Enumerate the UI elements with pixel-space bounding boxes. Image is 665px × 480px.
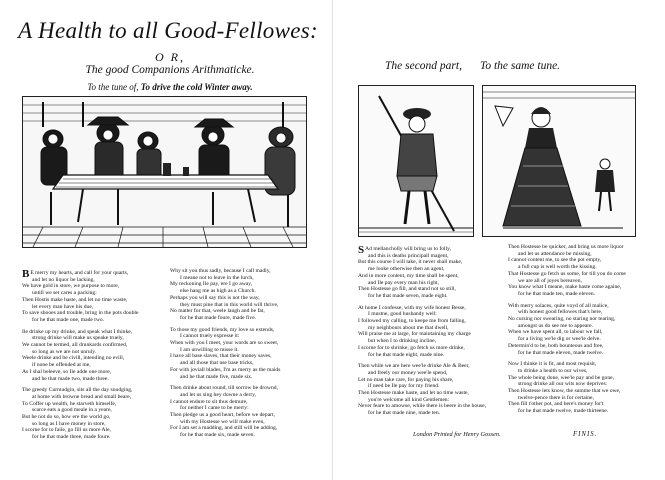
verse-line: I followed my calling, to keepe me from falling,	[358, 318, 466, 325]
stanza-6	[170, 385, 320, 439]
verse-line: we are all of joyes bereaven,	[518, 277, 582, 284]
verse-line: for he that made seven, made eight.	[368, 292, 448, 299]
verse-line: We have gold in store, we purpose to more,	[22, 283, 120, 290]
verse-line: but when I to drinking incline,	[368, 338, 437, 345]
verse-line: me looke otherwise then an agent,	[368, 266, 445, 273]
stanza-2	[22, 329, 172, 383]
second-part-tune: To the same tune.	[479, 60, 561, 72]
stanza-11	[508, 303, 658, 357]
verse-line: Ad mellancholly will bring us to folly,	[365, 246, 451, 252]
verse-line: and all those that use base tricks,	[180, 360, 254, 367]
verse-column-3	[358, 246, 508, 417]
verse-line: for he that made one, made two.	[32, 316, 105, 323]
verse-line: To those my good friends, my love so extends,	[170, 326, 275, 333]
verse-line: strong drinke will make us speake truely,	[32, 335, 124, 342]
verse-line: I scorne for to faile, go fill us more Ale,	[22, 427, 112, 434]
verse-line: for he that made eleven, made twelve.	[518, 349, 604, 356]
verse-line: We cannot be termed, all drunkards confirmed,	[22, 342, 128, 349]
ballad-subtitle: The good Companions Arithmaticke.	[85, 64, 255, 76]
verse-line: for he that made eight, made nine.	[368, 351, 445, 358]
verse-line: my neighbours about me that dwell,	[368, 324, 449, 331]
verse-line: for he that made nine, made ten.	[368, 410, 441, 417]
stanza-10	[508, 244, 658, 298]
finis-mark: FINIS.	[573, 431, 598, 438]
verse-line: You know what I meane, make haste come againe,	[508, 284, 622, 291]
tune-prefix: To the tune of,	[87, 82, 139, 92]
verse-line: for he that made foure, made five.	[180, 314, 257, 321]
stanza-1	[22, 270, 172, 324]
verse-line: for he that made ten, made eleven.	[518, 290, 596, 297]
verse-line: I cannot content me, to see the pot empty,	[508, 257, 602, 264]
verse-line: As I shal beleeve, so Ile adde one more,	[22, 368, 112, 375]
verse-line: To save shooes and trouble, bring in the pots double	[22, 310, 139, 317]
verse-line: The whole being done, wee'le pay and be gone,	[508, 374, 615, 381]
verse-line: But this course I will take, it never shall make,	[358, 259, 463, 266]
verse-line: Then while we are here wee'le drinke Ale & Beer,	[358, 363, 470, 370]
verse-line: But he not do so, how ere the world go,	[22, 414, 111, 421]
second-part-heading	[385, 60, 560, 72]
lady-woodcut	[482, 85, 636, 237]
verse-line: Then fill t'other pot, and here's money for't	[508, 401, 604, 408]
verse-line: twelve-pence there is for certaine,	[518, 394, 594, 401]
verse-line: Why sit you thus sadly, because I call madly,	[170, 268, 271, 274]
verse-line: for he that made twelve, made thirteene.	[518, 408, 609, 415]
printer-imprint: London Printed for Henry Gossen.	[413, 431, 501, 438]
verse-line: When with you I meet, your words are so sweet,	[170, 340, 279, 347]
verse-line: strong drinke all our wits now deprives:	[518, 381, 608, 388]
subtitle-or: O R,	[155, 50, 185, 64]
verse-line: No cursing nor swearing, no staring nor tearing,	[508, 316, 616, 323]
verse-line: for neither I came to be merry:	[180, 405, 249, 412]
stanza-5	[170, 327, 320, 381]
verse-line: And in more content, my time shall be spent,	[358, 272, 459, 279]
verse-line: To Coffer up wealth, he starveth himselfe,	[22, 400, 117, 407]
verse-line: Ile drinke up my drinke, and speak what I thinke,	[22, 328, 133, 335]
verse-line: so long as I have money in store,	[32, 420, 106, 427]
verse-line: for a living we'le dig or wee'le delve.	[518, 336, 601, 343]
verse-column-2	[170, 268, 320, 439]
verse-line: with my Hostesse we will make even,	[180, 418, 265, 425]
verse-line: Never feare to amowse, while there is beere in the house,	[358, 403, 486, 410]
verse-line: Then Hostesse go fill, and stand not so still,	[358, 286, 456, 293]
verse-line: at home with browne bread and small beare,	[32, 393, 132, 400]
verse-line: E merry my hearts, and call for your quarts,	[30, 270, 129, 276]
verse-line: and he that made five, made six.	[180, 373, 253, 380]
verse-line: and this is deaths principall magent,	[368, 252, 449, 259]
stanza-3	[22, 387, 172, 441]
verse-line: I cannot endure to sit thus demure,	[170, 398, 248, 405]
tune-line	[0, 82, 340, 92]
verse-line: and let no liquor be lacking,	[32, 276, 95, 283]
verse-line: No matter for that, weele laugh and be fat,	[170, 308, 265, 315]
drop-cap: S	[358, 244, 365, 256]
verse-line: and freely our money wee'le spend,	[368, 369, 448, 376]
verse-line: Will praise me at large, for maintaining my charge	[358, 331, 471, 338]
verse-line: I meane not to leave in the lurch,	[180, 274, 254, 281]
verse-column-1	[22, 270, 172, 441]
verse-line: I am unwilling to misse it.	[180, 346, 239, 353]
verse-line: and let us sing hey downe a derry,	[180, 391, 257, 398]
stanza-4	[170, 268, 320, 322]
verse-line: for he that made six, made seven.	[180, 432, 255, 439]
second-part-label: The second part,	[385, 60, 462, 72]
verse-line: Then pledge us a good heart, before we depart,	[170, 412, 275, 419]
verse-line: Then Hostis make haste, and let no time waste,	[22, 296, 128, 303]
stanza-9	[358, 363, 508, 417]
verse-line: That Hostesse go fetch us some, for till you do come	[508, 270, 626, 277]
verse-line: I scorne for to shrinke, go fetch us more drinke,	[358, 344, 465, 351]
verse-line: they must pine that in this world will thrive,	[180, 301, 279, 308]
verse-line: for he that made three, made foure.	[32, 434, 111, 441]
stanza-12	[508, 361, 658, 415]
ballad-title: A Health to all Good-Fellowes:	[18, 18, 318, 43]
verse-line: Then Hostesse lets know, the summe that we owe,	[508, 388, 621, 395]
stanza-8	[358, 305, 508, 359]
verse-line: I cannot truely expresse it:	[180, 333, 240, 340]
verse-line: Then drinke about round, till sorrow be drownd,	[170, 385, 278, 392]
tune-name: To drive the cold Winter away.	[140, 82, 253, 92]
verse-line: let every man have his due,	[32, 303, 94, 310]
verse-line: Now I thinke it is fit, and most requisit,	[508, 361, 597, 368]
verse-line: When we have spent all, to labour we fall,	[508, 329, 603, 336]
verse-line: untill we set cares a packing:	[32, 290, 97, 297]
soldier-woodcut	[358, 85, 474, 237]
verse-line: Then Hostesse make haste, and let no time waste,	[358, 390, 469, 397]
verse-line: For I am set a madding, and still will be adding,	[170, 425, 278, 432]
verse-line: if none be offended at me,	[32, 362, 91, 369]
verse-line: I mustne, good husbandy well:	[368, 311, 437, 318]
verse-line: and he that made two, made three.	[32, 375, 109, 382]
verse-line: Perhaps you will say this is not the way,	[170, 294, 260, 301]
stanza-7	[358, 246, 508, 300]
verse-column-4	[508, 244, 658, 415]
verse-line: Weele drinke and be civill, intending no evill,	[22, 355, 125, 362]
verse-line: scarce eats a good meale in a yeare,	[32, 407, 112, 414]
verse-line: With merry solaces, quite voyd of all malice,	[508, 302, 609, 309]
verse-line: if need be Ile pay for my friend.	[368, 383, 440, 390]
verse-line: so long as we are not unruly.	[32, 348, 97, 355]
verse-line: For with joviall blades, I'm as merry as the maids	[170, 366, 281, 373]
verse-line: My reckoning Ile pay, ere I go away,	[170, 281, 253, 288]
verse-line: and Ile pay every man his right,	[368, 279, 439, 286]
drop-cap: B	[22, 268, 30, 280]
verse-line: I have all base slaves, that their money saves,	[170, 353, 272, 360]
verse-line: to drinke a health to our wives,	[518, 367, 588, 374]
tavern-woodcut	[22, 96, 307, 248]
verse-line: Let no man take care, for paying his share,	[358, 376, 454, 383]
verse-line: The greedy Curmudgin, sits all the day snudging,	[22, 387, 133, 394]
verse-line: and let us attendance be missing,	[518, 250, 592, 257]
verse-line: else hang me as high as a Church.	[180, 288, 256, 295]
verse-line: amongst us do see me to appeare.	[518, 322, 594, 329]
verse-line: with honest good fellowes that's here,	[518, 309, 603, 316]
verse-line: a full cup is well worth the kissing.	[518, 264, 597, 271]
verse-line: Then Hostesse be quicker, and bring us more liquor	[508, 244, 624, 250]
verse-line: Determin'd to be, both bounteous and free,	[508, 342, 604, 349]
verse-line: At home I confesse, with my wife honest Besse,	[358, 304, 466, 311]
verse-line: you're welcome all kind Gentlemen:	[368, 396, 450, 403]
